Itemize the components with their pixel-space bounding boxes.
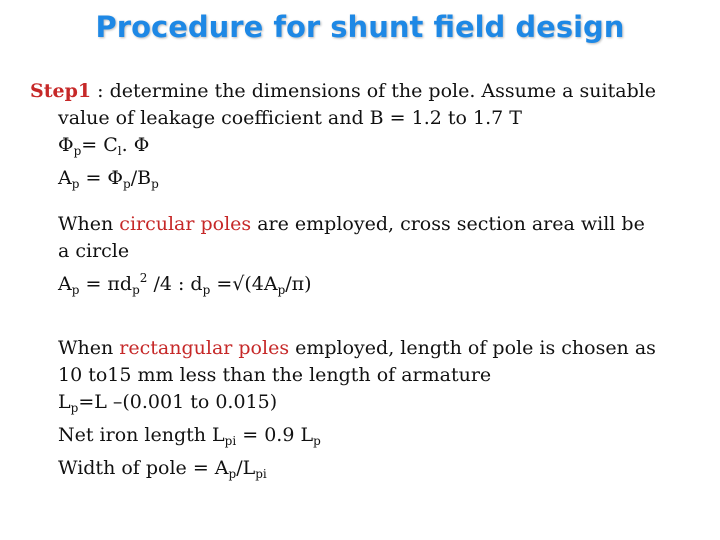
flux-equation: $\Phi_p= C_l$. Φ [58,134,150,158]
slide-title: Procedure for shunt field design [95,10,625,44]
pole-length-equation: $L_p=L$ –(0.001 to 0.015) [58,391,278,415]
step1-label: Step1 [30,80,92,102]
circular-poles-highlight: circular poles [119,213,252,235]
step1-text: : determine the dimensions of the pole. Assume a suitable [91,80,657,102]
net-iron-length-equation: Net iron length $L_{pi} = 0.9$ $L_p$ [58,424,321,448]
rectangular-poles-text-continued: 10 to15 mm less than the length of armature [58,364,492,386]
area-equation: $A_p = \Phi_p/B_p$ [58,167,159,191]
circular-poles-text: When circular poles are employed, cross section area will be [58,213,645,235]
slide-body [30,78,710,488]
step1-line [30,78,710,105]
circular-area-formula: $A_p = \pi d_p^2$ /4 : $d_p =√(4A_p/\pi)$ [58,271,312,297]
pole-width-equation: Width of pole = $A_p/L_{pi}$ [58,457,267,481]
step1-text-continued: value of leakage coefficient and B = 1.2 to 1.7 T [58,107,522,129]
circular-poles-text-continued: a circle [58,240,130,262]
rectangular-poles-text: When rectangular poles employed, length of pole is chosen as [58,337,656,359]
rectangular-poles-highlight: rectangular poles [119,337,290,359]
